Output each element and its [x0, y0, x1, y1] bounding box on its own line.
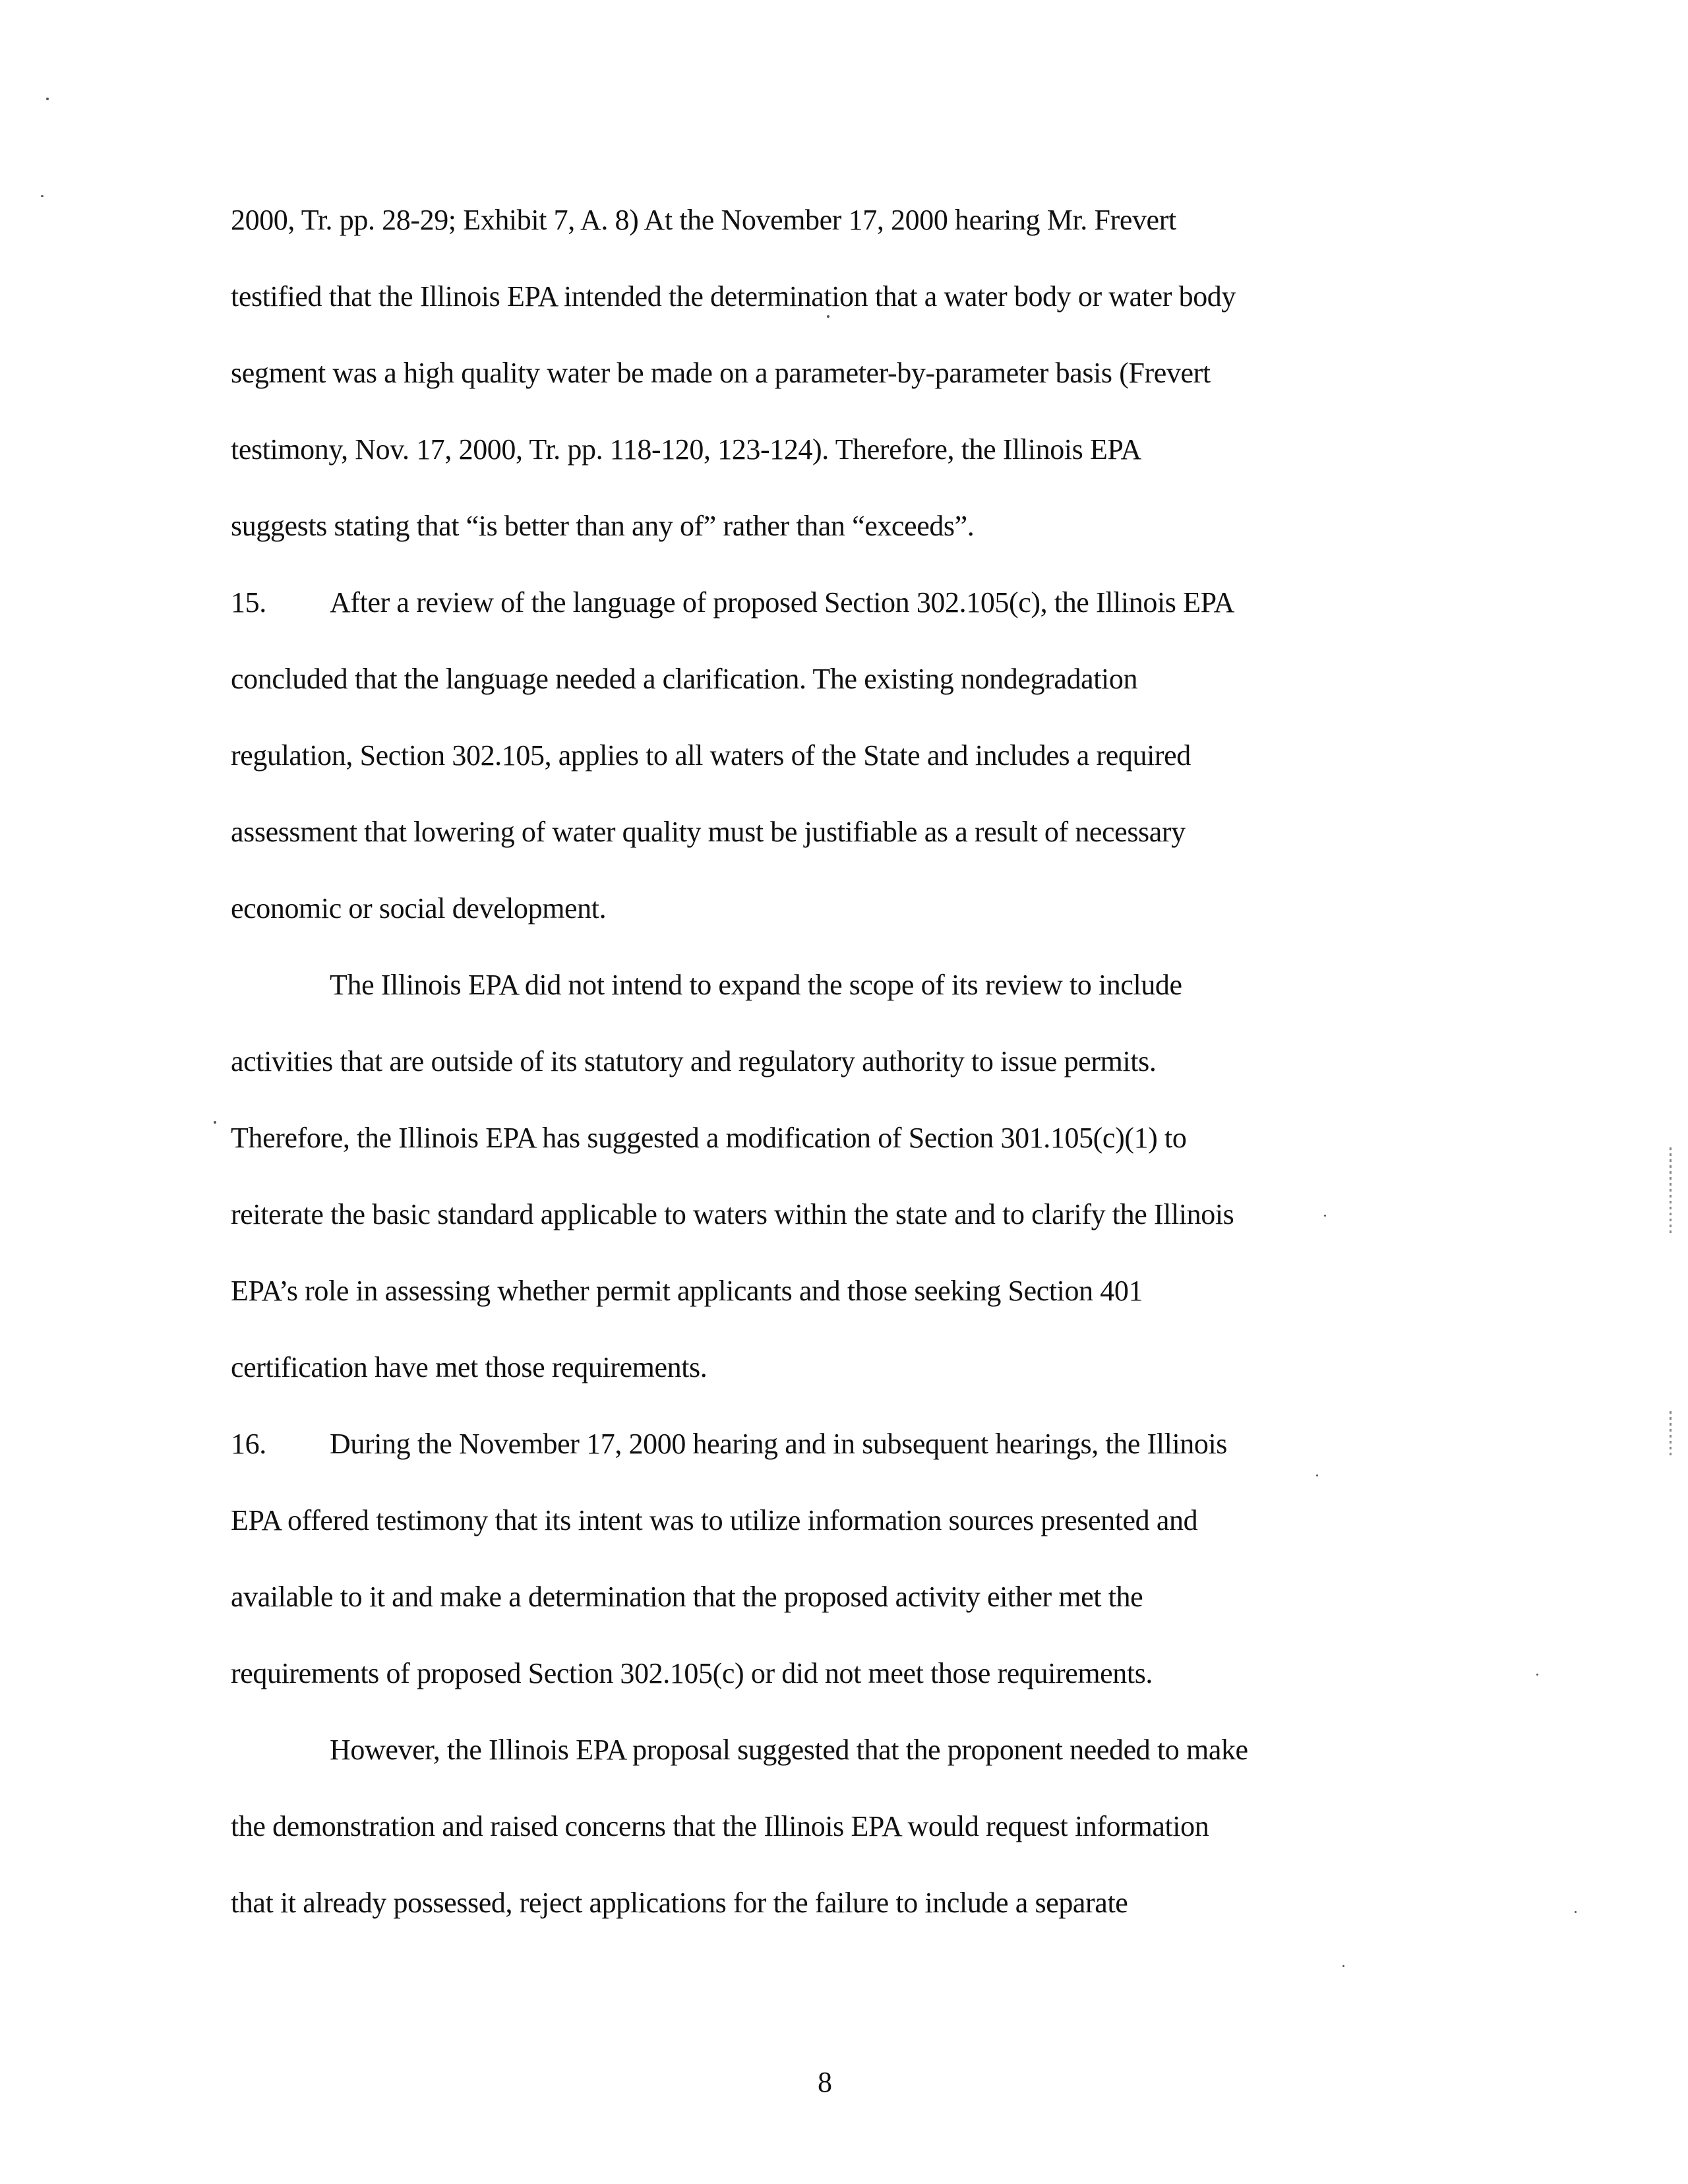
- text-line: that it already possessed, reject applications for the failure to include a separate: [231, 1887, 1128, 1919]
- paragraph-16-first-line: [231, 1426, 1227, 1463]
- scan-speck: [1575, 1911, 1577, 1913]
- scan-speck: [1316, 1474, 1318, 1476]
- text-line: After a review of the language of proposed Section 302.105(c), the Illinois EPA: [330, 586, 1234, 619]
- text-line: activities that are outside of its statutory and regulatory authority to issue permits.: [231, 1045, 1157, 1077]
- scan-speck: [41, 195, 44, 197]
- text-line: available to it and make a determination that the proposed activity either met the: [231, 1581, 1143, 1613]
- text-line: regulation, Section 302.105, applies to all waters of the State and includes a required: [231, 739, 1191, 772]
- scan-speck: [1536, 1674, 1538, 1676]
- text-line: certification have met those requirements.: [231, 1351, 708, 1383]
- text-line: reiterate the basic standard applicable to waters within the state and to clarify the Illinois: [231, 1198, 1234, 1230]
- text-line: assessment that lowering of water quality must be justifiable as a result of necessary: [231, 816, 1186, 848]
- page-number: 8: [818, 2066, 832, 2098]
- text-line: During the November 17, 2000 hearing and in subsequent hearings, the Illinois: [330, 1428, 1228, 1460]
- paragraph-number: 16.: [231, 1428, 266, 1460]
- text-line: testimony, Nov. 17, 2000, Tr. pp. 118-120, 123-124). Therefore, the Illinois EPA: [231, 433, 1141, 466]
- scan-speck: [46, 98, 49, 100]
- scan-speck: [1324, 1215, 1326, 1217]
- text-line: However, the Illinois EPA proposal suggested that the proponent needed to make: [330, 1734, 1248, 1766]
- text-line: 2000, Tr. pp. 28-29; Exhibit 7, A. 8) At the November 17, 2000 hearing Mr. Frevert: [231, 204, 1176, 236]
- text-line: segment was a high quality water be made on a parameter-by-parameter basis (Frevert: [231, 357, 1211, 389]
- text-line: economic or social development.: [231, 892, 607, 925]
- margin-scan-mark: [1670, 1147, 1672, 1233]
- paragraph-15-first-line: [231, 584, 1234, 621]
- scan-speck: [827, 315, 829, 318]
- text-line: concluded that the language needed a clarification. The existing nondegradation: [231, 663, 1138, 695]
- scan-speck: [214, 1121, 216, 1124]
- text-line: The Illinois EPA did not intend to expand the scope of its review to include: [330, 969, 1182, 1001]
- text-line: testified that the Illinois EPA intended the determination that a water body or water body: [231, 280, 1236, 313]
- paragraph-number: 15.: [231, 586, 266, 619]
- text-line: the demonstration and raised concerns that the Illinois EPA would request information: [231, 1810, 1209, 1842]
- text-line: EPA offered testimony that its intent was to utilize information sources presented and: [231, 1504, 1198, 1536]
- text-line: EPA’s role in assessing whether permit applicants and those seeking Section 401: [231, 1275, 1143, 1307]
- text-line: requirements of proposed Section 302.105(c) or did not meet those requirements.: [231, 1657, 1153, 1689]
- text-line: suggests stating that “is better than any of” rather than “exceeds”.: [231, 510, 975, 542]
- margin-scan-mark: [1670, 1411, 1672, 1457]
- scan-speck: [1342, 1965, 1344, 1967]
- text-line: Therefore, the Illinois EPA has suggested a modification of Section 301.105(c)(1) to: [231, 1122, 1187, 1154]
